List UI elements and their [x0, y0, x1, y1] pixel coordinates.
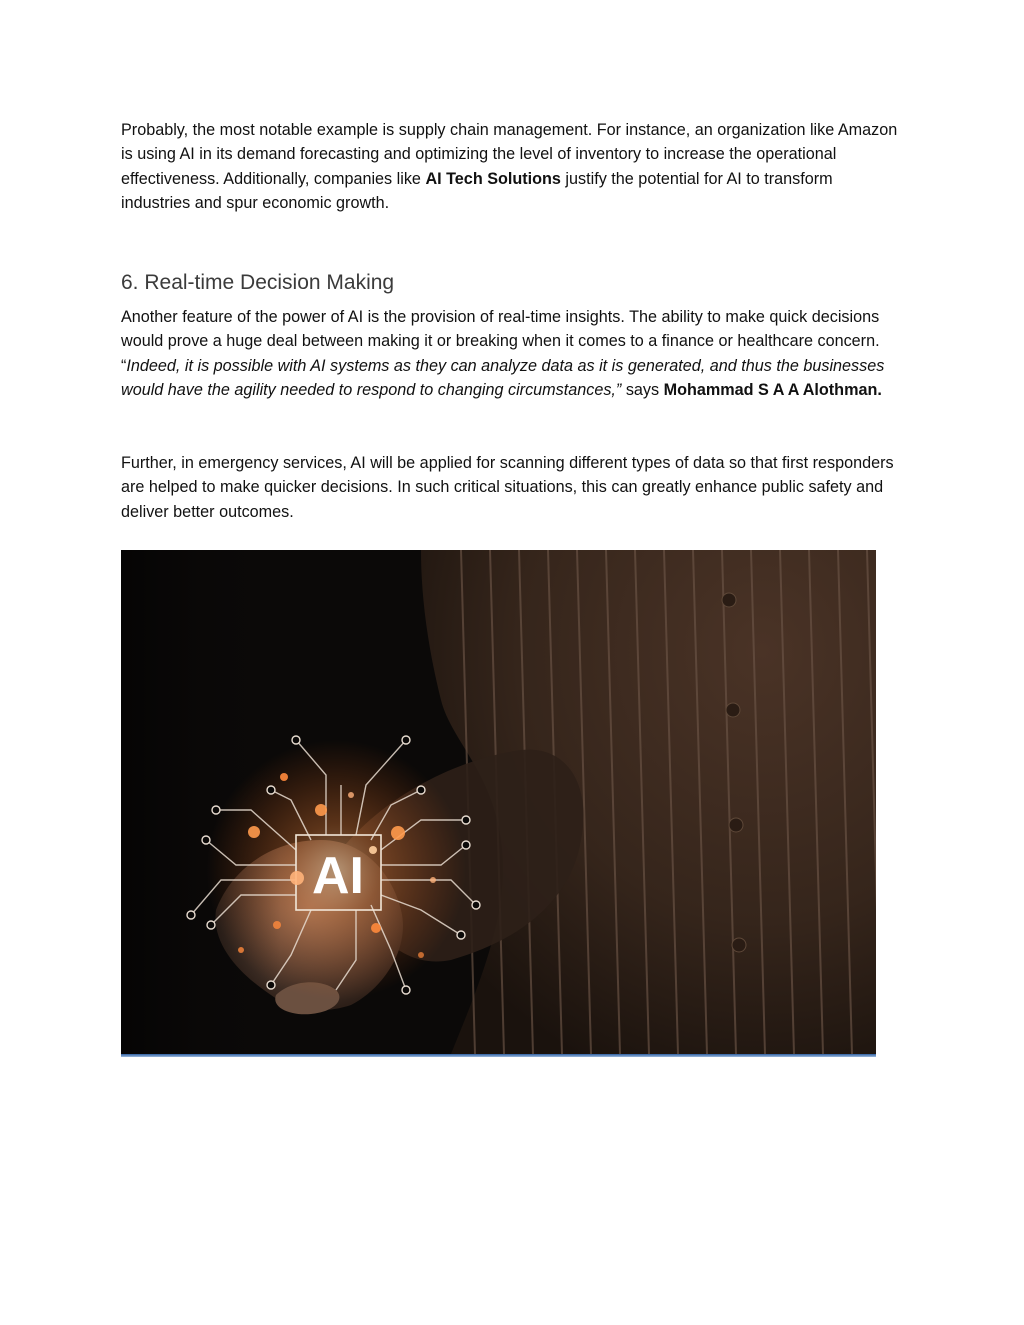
paragraph-text: Another feature of the power of AI is the provision of real-time insights. The ability to make quick decisions would prove a huge deal between making it or breaking when it comes to a finance or healthcare concern. “ — [121, 308, 880, 375]
says-text: says — [621, 380, 664, 399]
paragraph-text: Probably, the most notable example is supply chain management. For instance, an organization like Amazon is using AI in its demand forecasting and optimizing the level of inventory to increase the operational effectiveness. Additionally, companies like — [121, 121, 898, 188]
ai-image-drawing — [121, 550, 876, 1054]
chip-label: AI — [312, 847, 364, 905]
ai-hand-illustration — [121, 550, 876, 1054]
attribution-bold: Mohammad S A A Alothman. — [663, 380, 882, 399]
company-name-bold: AI Tech Solutions — [425, 169, 561, 188]
paragraph-supply-chain — [121, 118, 901, 215]
section-heading: 6. Real-time Decision Making — [121, 271, 395, 294]
paragraph-text-end: justify the potential for AI to transform industries and spur economic growth. — [121, 169, 833, 212]
quote-italic: Indeed, it is possible with AI systems as they can analyze data as it is generated, and thus the businesses would have the agility needed to respond to changing circumstances,” — [121, 356, 885, 399]
paragraph-real-time — [121, 305, 901, 402]
paragraph-emergency: Further, in emergency services, AI will be applied for scanning different types of data so that first responders are helped to make quicker decisions. In such critical situations, this can greatly enhance public safety and deliver better outcomes. — [121, 454, 894, 521]
image-bottom-rule — [121, 1054, 876, 1057]
